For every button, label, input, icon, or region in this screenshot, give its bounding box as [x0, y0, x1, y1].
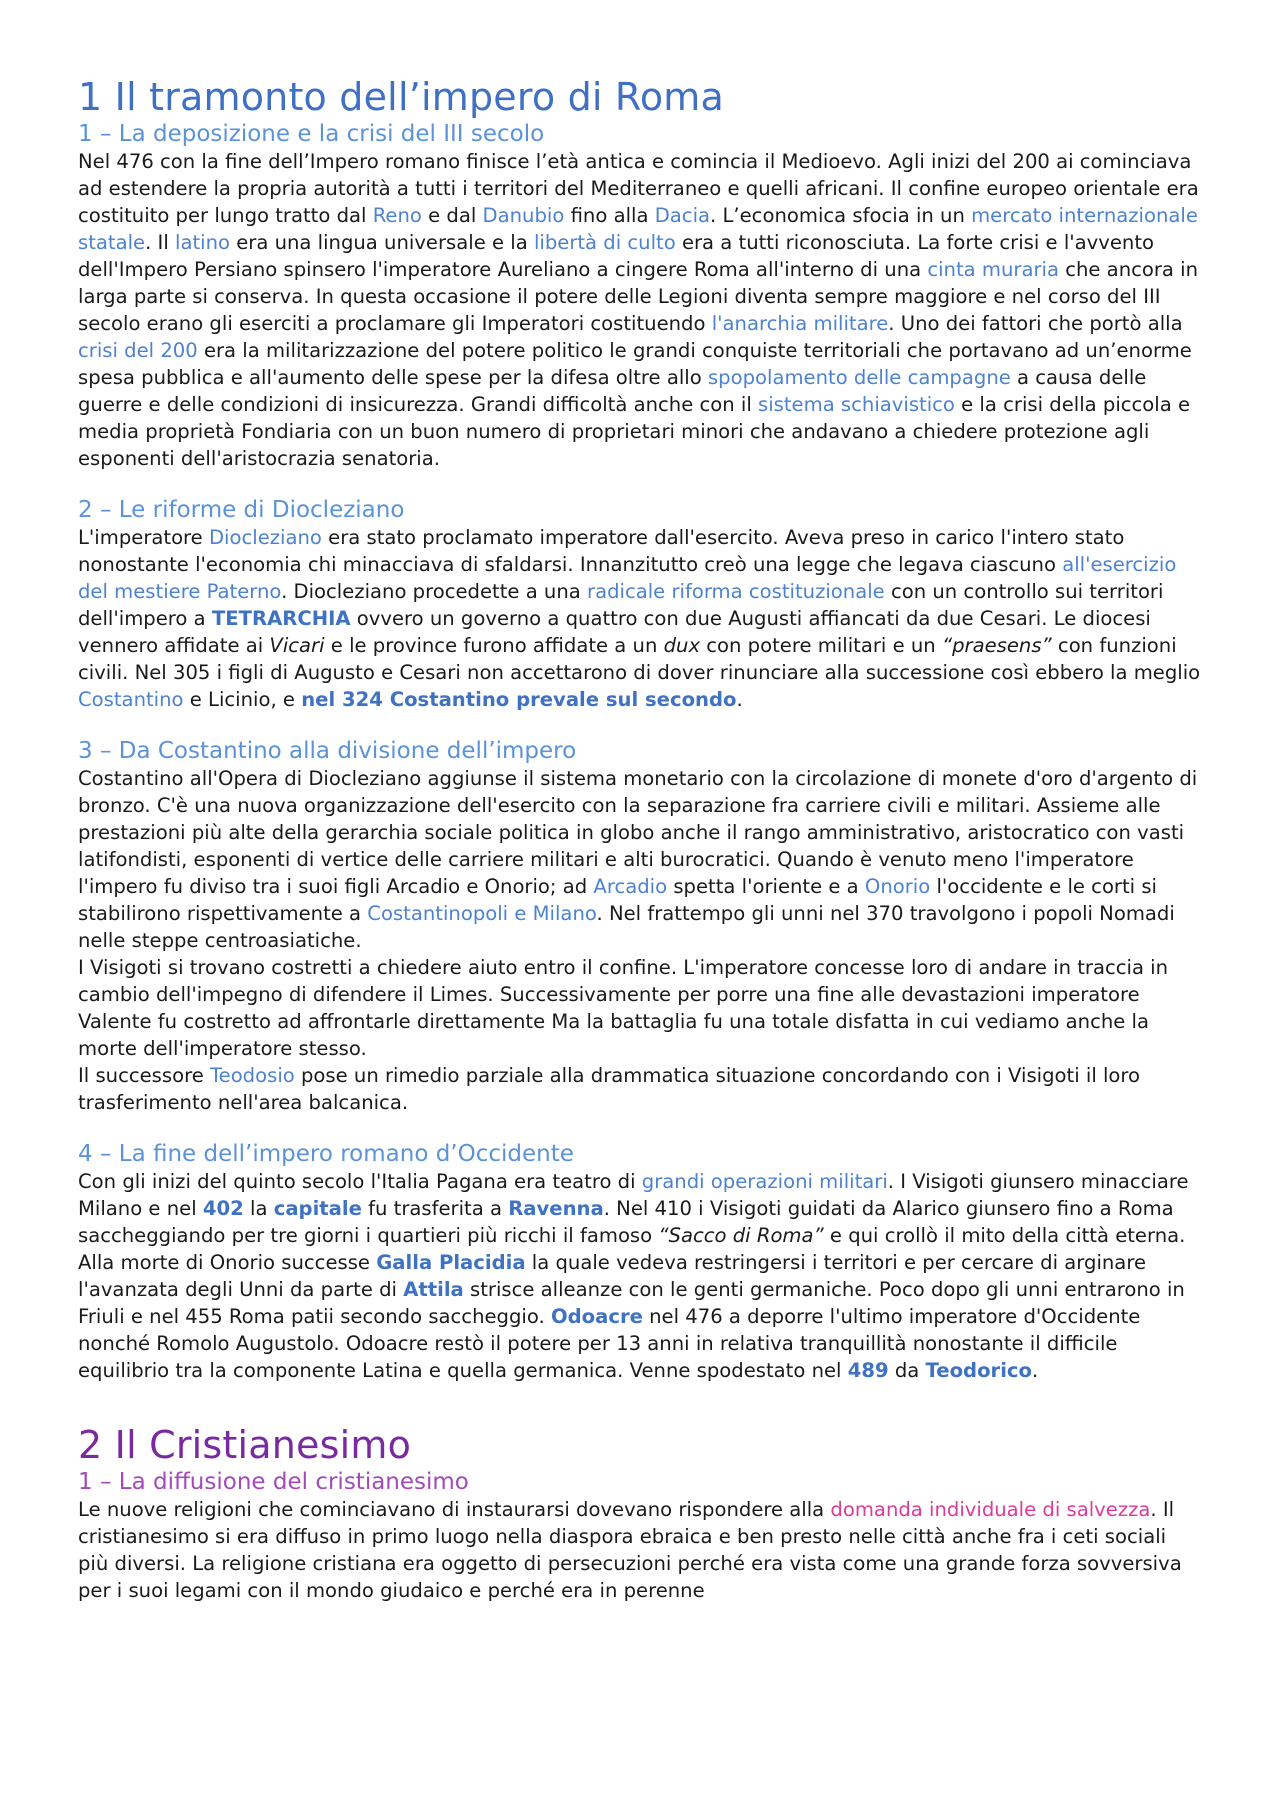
keyword-bold: nel 324 Costantino prevale sul secondo	[301, 688, 737, 711]
keyword: Costantino	[78, 688, 184, 711]
section-heading: 4 – La fine dell’impero romano d’Occidente	[78, 1141, 574, 1167]
section-1-2	[78, 496, 1202, 713]
keyword: all'esercizio del mestiere Paterno	[78, 553, 1177, 603]
keyword-bold: capitale	[273, 1197, 362, 1220]
keyword: latino	[175, 231, 230, 254]
keyword-bold: Ravenna	[508, 1197, 604, 1220]
keyword: crisi del 200	[78, 339, 198, 362]
section-paragraph: I Visigoti si trovano costretti a chiedere aiuto entro il confine. L'imperatore concesse loro di andare in traccia in cambio dell'impegno di difendere il Limes. Successivamente per porre una fine alle devastazioni imperatore Valente fu costretto ad affrontarle direttamente Ma la battaglia fu una totale disfatta in cui vediamo anche la morte dell'imperatore stesso.	[78, 956, 1169, 1060]
section-paragraph: Il successore Teodosio pose un rimedio parziale alla drammatica situazione concordando con i Visigoti il loro trasferimento nell'area balcanica.	[78, 1064, 1141, 1114]
keyword-bold: Teodorico	[925, 1359, 1032, 1382]
keyword-bold: TETRARCHIA	[211, 607, 351, 630]
keyword: cinta muraria	[927, 258, 1059, 281]
keyword: grandi operazioni militari	[641, 1170, 888, 1193]
section-paragraph: L'imperatore Diocleziano era stato proclamato imperatore dall'esercito. Aveva preso in carico l'intero stato nonostante l'economia chi minacciava di sfaldarsi. Innanzitutto creò una legge che legava ciascuno all'esercizio del mestiere Paterno. Diocleziano procedette a una radicale riforma costituzionale con un controllo sui territori dell'impero a TETRARCHIA ovvero un governo a quattro con due Augusti affiancati da due Cesari. Le diocesi vennero affidate ai Vicari e le province furono affidate a un dux con potere militari e un “praesens” con funzioni civili. Nel 305 i figli di Augusto e Cesari non accettarono di dover rinunciare alla successione così ebbero la meglio Costantino e Licinio, e nel 324 Costantino prevale sul secondo.	[78, 526, 1201, 711]
section-heading: 1 – La deposizione e la crisi del III secolo	[78, 121, 545, 147]
section-heading: 2 – Le riforme di Diocleziano	[78, 497, 405, 523]
keyword: Onorio	[864, 875, 931, 898]
section-paragraph: Nel 476 con la fine dell’Impero romano finisce l’età antica e comincia il Medioevo. Agli inizi del 200 ai cominciava ad estendere la propria autorità a tutti i territori del Mediterraneo e quelli africani. Il confine europeo orientale era costituito per lungo tratto dal Reno e dal Danubio fino alla Dacia. L’economica sfocia in un mercato internazionale statale. Il latino era una lingua universale e la libertà di culto era a tutti riconosciuta. La forte crisi e l'avvento dell'Impero Persiano spinsero l'imperatore Aureliano a cingere Roma all'interno di una cinta muraria che ancora in larga parte si conserva. In questa occasione il potere delle Legioni diventa sempre maggiore e nel corso del III secolo erano gli eserciti a proclamare gli Imperatori costituendo l'anarchia militare. Uno dei fattori che portò alla crisi del 200 era la militarizzazione del potere politico le grandi conquiste territoriali che portavano ad un’enorme spesa pubblica e all'aumento delle spese per la difesa oltre allo spopolamento delle campagne a causa delle guerre e delle condizioni di insicurezza. Grandi difficoltà anche con il sistema schiavistico e la crisi della piccola e media proprietà Fondiaria con un buon numero di proprietari minori che andavano a chiedere protezione agli esponenti dell'aristocrazia senatoria.	[78, 150, 1199, 470]
keyword: Dacia	[654, 204, 711, 227]
keyword-pink: domanda individuale di salvezza	[830, 1498, 1151, 1521]
keyword-bold: Galla Placidia	[376, 1251, 526, 1274]
keyword: Teodosio	[210, 1064, 295, 1087]
keyword-bold: Odoacre	[550, 1305, 643, 1328]
section-1-4	[78, 1140, 1202, 1384]
chapter-2-title: 2 Il Cristianesimo	[78, 1423, 412, 1467]
section-heading: 1 – La diffusione del cristianesimo	[78, 1469, 469, 1495]
section-1-1	[78, 120, 1202, 472]
keyword: Reno	[372, 204, 422, 227]
keyword: mercato internazionale statale	[78, 204, 1198, 254]
section-heading: 3 – Da Costantino alla divisione dell’impero	[78, 738, 577, 764]
keyword-bold: Attila	[403, 1278, 464, 1301]
keyword: Costantinopoli e Milano	[367, 902, 597, 925]
keyword: libertà di culto	[533, 231, 676, 254]
keyword: sistema schiavistico	[758, 393, 955, 416]
keyword-bold: 489	[847, 1359, 889, 1382]
section-2-1	[78, 1468, 1202, 1604]
keyword-bold: 402	[202, 1197, 244, 1220]
section-paragraph: Le nuove religioni che cominciavano di instaurarsi dovevano rispondere alla domanda individuale di salvezza. Il cristianesimo si era diffuso in primo luogo nella diaspora ebraica e ben presto nelle città anche fra i ceti sociali più diversi. La religione cristiana era oggetto di persecuzioni perché era vista come una grande forza sovversiva per i suoi legami con il mondo giudaico e perché era in perenne	[78, 1498, 1182, 1602]
keyword: Diocleziano	[208, 526, 322, 549]
keyword: spopolamento delle campagne	[707, 366, 1011, 389]
section-paragraph: Con gli inizi del quinto secolo l'Italia Pagana era teatro di grandi operazioni militari. I Visigoti giunsero minacciare Milano e nel 402 la capitale fu trasferita a Ravenna. Nel 410 i Visigoti guidati da Alarico giunsero fino a Roma saccheggiando per tre giorni i quartieri più ricchi il famoso “Sacco di Roma” e qui crollò il mito della città eterna. Alla morte di Onorio successe Galla Placidia la quale vedeva restringersi i territori e per cercare di arginare l'avanzata degli Unni da parte di Attila strisce alleanze con le genti germaniche. Poco dopo gli unni entrarono in Friuli e nel 455 Roma patii secondo saccheggio. Odoacre nel 476 a deporre l'ultimo imperatore d'Occidente nonché Romolo Augustolo. Odoacre restò il potere per 13 anni in relativa tranquillità nonostante il difficile equilibrio tra la componente Latina e quella germanica. Venne spodestato nel 489 da Teodorico.	[78, 1170, 1189, 1382]
section-paragraph: Costantino all'Opera di Diocleziano aggiunse il sistema monetario con la circolazione di monete d'oro d'argento di bronzo. C'è una nuova organizzazione dell'esercito con la separazione fra carriere civili e militari. Assieme alle prestazioni più alte della gerarchia sociale politica in globo anche il rango amministrativo, aristocratico con vasti latifondisti, esponenti di vertice delle carriere militari e alti burocratici. Quando è venuto meno l'imperatore l'impero fu diviso tra i suoi figli Arcadio e Onorio; ad Arcadio spetta l'oriente e a Onorio l'occidente e le corti si stabilirono rispettivamente a Costantinopoli e Milano. Nel frattempo gli unni nel 370 travolgono i popoli Nomadi nelle steppe centroasiatiche.	[78, 767, 1198, 952]
section-1-3	[78, 737, 1202, 1116]
keyword: Danubio	[482, 204, 565, 227]
chapter-1-title: 1 Il tramonto dell’impero di Roma	[78, 75, 724, 119]
keyword: Arcadio	[593, 875, 668, 898]
keyword: l'anarchia militare	[711, 312, 889, 335]
keyword: radicale riforma costituzionale	[587, 580, 885, 603]
